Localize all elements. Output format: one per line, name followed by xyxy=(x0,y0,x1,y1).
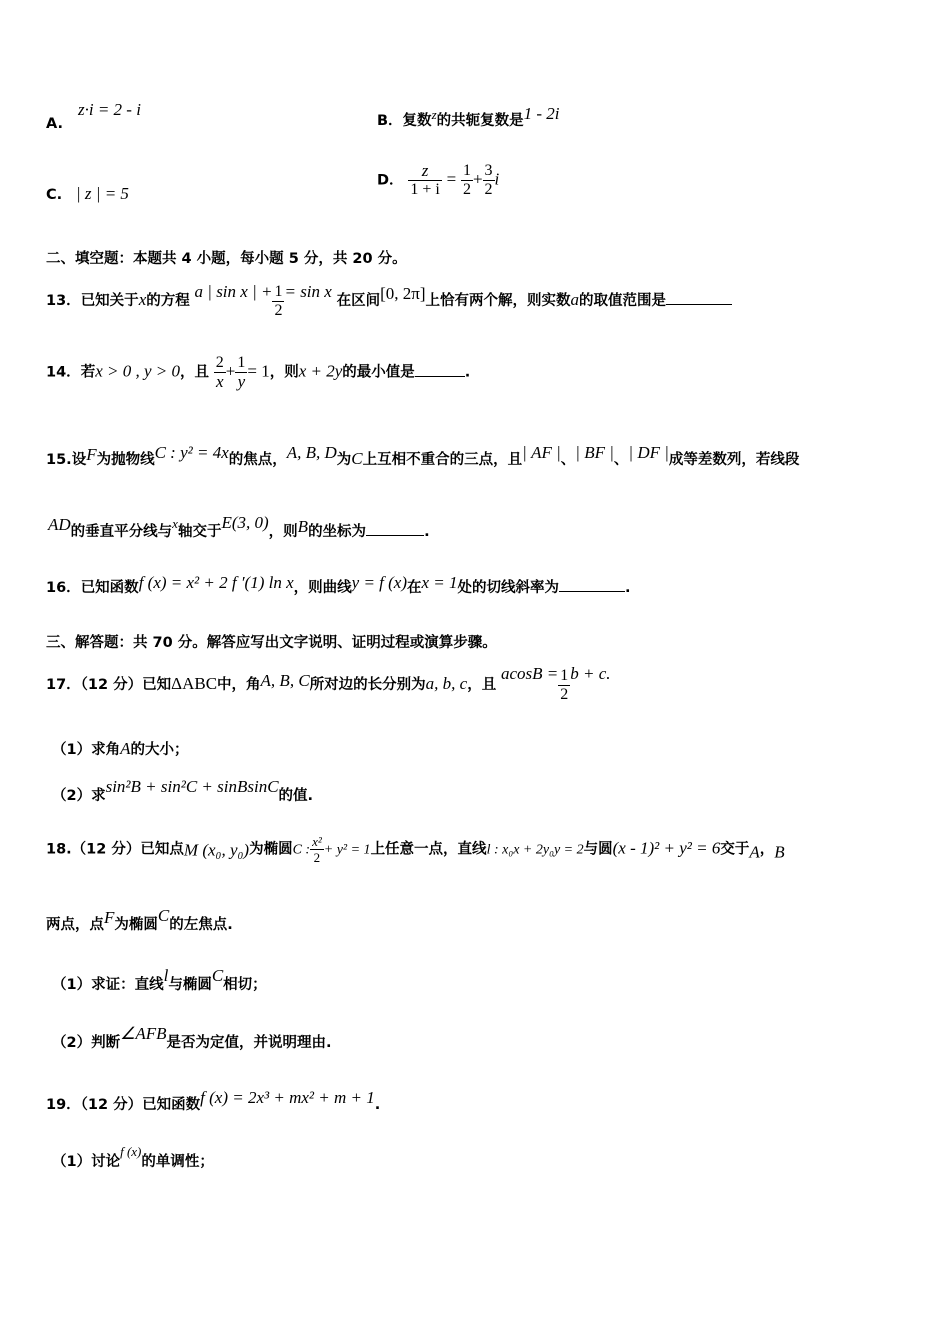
q17-text: ，且 xyxy=(467,677,497,693)
q16-end: . xyxy=(625,580,631,596)
q13-text: 已知关于 xyxy=(80,293,139,309)
q13-fraction: $\frac{1}{2}$ xyxy=(274,282,283,319)
q17-angles: A, B, C xyxy=(260,671,310,690)
q15-af: | AF | xyxy=(522,443,561,462)
q15-text: 的坐标为 xyxy=(308,524,367,540)
q15-point-e: E(3, 0) xyxy=(221,513,269,532)
q15-var-c: C xyxy=(351,449,363,468)
q14-text: 的最小值是 xyxy=(342,364,415,381)
q19-number: 19．（12 分）已知函数 xyxy=(46,1097,201,1113)
question-14 xyxy=(46,354,470,391)
q14-expression: x + 2y xyxy=(298,361,343,381)
q16-answer-blank[interactable] xyxy=(559,577,625,592)
q18-part-2-label: （2）判断 xyxy=(52,1035,121,1051)
q19-part-1 xyxy=(52,1144,214,1171)
q18-ellipse-right: + y² = 1 xyxy=(323,842,371,858)
choice-b-var: z xyxy=(431,107,437,122)
q18-part-2-text: 是否为定值，并说明理由. xyxy=(166,1035,332,1051)
q16-function: f (x) = x² + 2 f ′(1) ln x xyxy=(138,573,294,592)
section-3-heading: 三、解答题：共 70 分。解答应写出文字说明、证明过程或演算步骤。 xyxy=(46,635,497,651)
q15-text: 的垂直平分线与 xyxy=(70,524,173,540)
q18-part-1-label: （1）求证：直线 xyxy=(52,977,164,993)
q15-text: 设 xyxy=(71,452,87,468)
q19-end: . xyxy=(374,1097,381,1113)
q18-var-c: C xyxy=(211,966,224,985)
q13-number: 13． xyxy=(46,293,81,309)
q17-part-2 xyxy=(52,777,313,805)
q18-var-b: B xyxy=(774,842,785,862)
q15-text: 轴交于 xyxy=(177,524,222,540)
q17-number: 17．（12 分）已知 xyxy=(46,677,172,693)
q14-text: ，则 xyxy=(269,364,299,381)
q18-text: 的左焦点. xyxy=(169,917,233,933)
q18-text: 交于 xyxy=(720,841,750,858)
question-19 xyxy=(46,1088,380,1114)
q19-part-1-label: （1）讨论 xyxy=(52,1154,121,1170)
q17-text: 中，角 xyxy=(217,677,261,693)
q17-part-1-text: 的大小； xyxy=(130,742,189,758)
q13-text: 的方程 xyxy=(146,293,190,309)
q15-answer-blank[interactable] xyxy=(366,521,424,536)
q17-equation-left: acosB = xyxy=(500,664,559,683)
q18-text: 两点，点 xyxy=(46,917,104,933)
q15-sep: 、 xyxy=(613,452,629,468)
choice-d-half: $\frac{1}{2}$ xyxy=(462,162,471,198)
q18-point-m: M (x₀, y₀) xyxy=(183,840,250,860)
q13-equation-left: a | sin x | + xyxy=(194,282,273,301)
q15-var-f: F xyxy=(86,445,97,464)
choice-d-plus: + xyxy=(472,169,483,189)
q18-part-1 xyxy=(52,966,267,994)
question-15 xyxy=(46,443,799,469)
q14-equals: = 1 xyxy=(247,361,270,381)
choice-b-math: 1 - 2i xyxy=(523,104,560,123)
q14-plus: + xyxy=(225,361,236,381)
q18-comma: ， xyxy=(759,841,775,858)
q18-text: 为椭圆 xyxy=(249,841,293,858)
question-15-cont xyxy=(48,513,430,541)
q16-curve: y = f (x) xyxy=(351,573,408,592)
choice-a-label: A. xyxy=(46,116,63,132)
q18-var-l: l xyxy=(163,966,169,985)
q18-text: 与圆 xyxy=(583,841,613,858)
q15-segment-ad: AD xyxy=(48,515,71,534)
choice-c-label: C. xyxy=(46,187,63,203)
q16-text: 已知函数 xyxy=(80,580,139,596)
q15-df: | DF | xyxy=(628,443,669,462)
q18-ellipse-fraction: $\frac{\text{x²}}{2}$ xyxy=(312,834,322,865)
choice-d-eq: = xyxy=(446,169,457,189)
q15-points: A, B, D xyxy=(286,443,337,462)
q18-text: 为椭圆 xyxy=(114,917,158,933)
q18-number: 18.（12 分）已知点 xyxy=(46,841,184,858)
q16-text: 处的切线斜率为 xyxy=(457,580,560,596)
q15-text: ，则 xyxy=(268,524,298,540)
choice-c-math: | z | = 5 xyxy=(76,184,129,203)
q15-text: 的焦点， xyxy=(228,452,287,468)
q19-function: f (x) = 2x³ + mx² + m + 1 xyxy=(200,1088,375,1107)
q15-text: 成等差数列，若线段 xyxy=(668,452,800,468)
q17-part-2-text: 的值. xyxy=(278,788,314,804)
q14-answer-blank[interactable] xyxy=(415,362,465,377)
q17-part-2-label: （2）求 xyxy=(52,788,106,804)
question-16 xyxy=(46,573,631,597)
q14-fraction-2x: $\frac{2}{x}$ xyxy=(215,354,224,391)
q18-angle: ∠AFB xyxy=(120,1024,167,1043)
choice-b xyxy=(377,104,560,130)
q15-var-b: B xyxy=(297,517,309,536)
q13-var-x: x xyxy=(138,290,147,309)
q17-text: 所对边的长分别为 xyxy=(309,677,426,693)
q14-text: ，且 xyxy=(179,364,209,381)
q13-interval: [0, 2π] xyxy=(380,284,426,303)
q19-part-1-text: 的单调性； xyxy=(141,1154,214,1170)
q18-part-1-text: 相切； xyxy=(223,977,267,993)
q15-number: 15. xyxy=(46,452,72,468)
q14-fraction-1y: $\frac{1}{y}$ xyxy=(237,354,246,391)
q17-part-1 xyxy=(52,738,188,759)
q16-text: 在 xyxy=(407,580,422,596)
q17-expression: sin²B + sin²C + sinBsinC xyxy=(105,777,279,796)
q17-fraction: $\frac{1}{2}$ xyxy=(560,666,569,703)
q15-parabola: C : y² = 4x xyxy=(154,443,229,462)
choice-d-i: i xyxy=(494,169,500,189)
q13-equation-right: = sin x xyxy=(284,282,332,301)
q17-sides: a, b, c xyxy=(425,674,468,693)
q13-text: 的取值范围是 xyxy=(579,293,667,309)
q16-point: x = 1 xyxy=(421,573,458,592)
q15-end: . xyxy=(424,524,430,540)
question-18-cont xyxy=(46,906,233,934)
choice-d-three-half: $\frac{3}{2}$ xyxy=(484,162,493,198)
q13-answer-blank[interactable] xyxy=(666,290,732,305)
question-13 xyxy=(46,282,732,320)
q18-var-c: C xyxy=(157,906,170,925)
q18-var-f: F xyxy=(104,908,115,927)
choice-b-text: 的共轭复数是 xyxy=(436,113,524,129)
choice-a-math: z·i = 2 - i xyxy=(78,100,141,119)
question-18 xyxy=(46,834,785,865)
q14-end: . xyxy=(464,364,471,381)
q18-line: l : x₀x + 2y₀y = 2 xyxy=(486,842,584,858)
q19-function-ref: f (x) xyxy=(120,1144,142,1159)
q17-triangle: ΔABC xyxy=(171,674,218,693)
q15-var-x: x xyxy=(172,516,178,531)
choice-d-fraction: $\frac{z}{1 + i}$ xyxy=(410,161,440,198)
q17-var-a: A xyxy=(120,739,131,758)
q17-equation-right: b + c. xyxy=(570,664,611,683)
q14-number: 14． xyxy=(46,364,81,381)
q15-text: 为抛物线 xyxy=(96,452,155,468)
q15-text: 为 xyxy=(336,452,352,468)
choice-d xyxy=(377,162,499,199)
choice-b-label: B．复数 xyxy=(377,113,432,129)
section-2-heading: 二、填空题：本题共 4 小题，每小题 5 分，共 20 分。 xyxy=(46,251,407,267)
q18-var-a: A xyxy=(749,842,760,862)
choice-d-label: D． xyxy=(377,172,404,189)
question-17 xyxy=(46,664,611,704)
q13-text: 上恰有两个解，则实数 xyxy=(425,293,571,309)
q15-bf: | BF | xyxy=(575,443,614,462)
q17-part-1-label: （1）求角 xyxy=(52,742,121,758)
q15-text: 上互相不重合的三点，且 xyxy=(362,452,523,468)
q14-condition: x > 0 , y > 0 xyxy=(95,361,180,381)
q13-var-a: a xyxy=(570,290,580,309)
q18-part-2 xyxy=(52,1024,332,1052)
q18-circle: (x - 1)² + y² = 6 xyxy=(612,838,721,858)
q18-part-1-text: 与椭圆 xyxy=(168,977,212,993)
q15-sep: 、 xyxy=(560,452,576,468)
q18-text: 上任意一点，直线 xyxy=(370,841,487,858)
q18-ellipse-left: C : xyxy=(292,842,311,858)
q14-text: 若 xyxy=(80,364,96,381)
q16-number: 16． xyxy=(46,580,81,596)
q16-text: ，则曲线 xyxy=(293,580,352,596)
q13-text: 在区间 xyxy=(336,293,381,309)
